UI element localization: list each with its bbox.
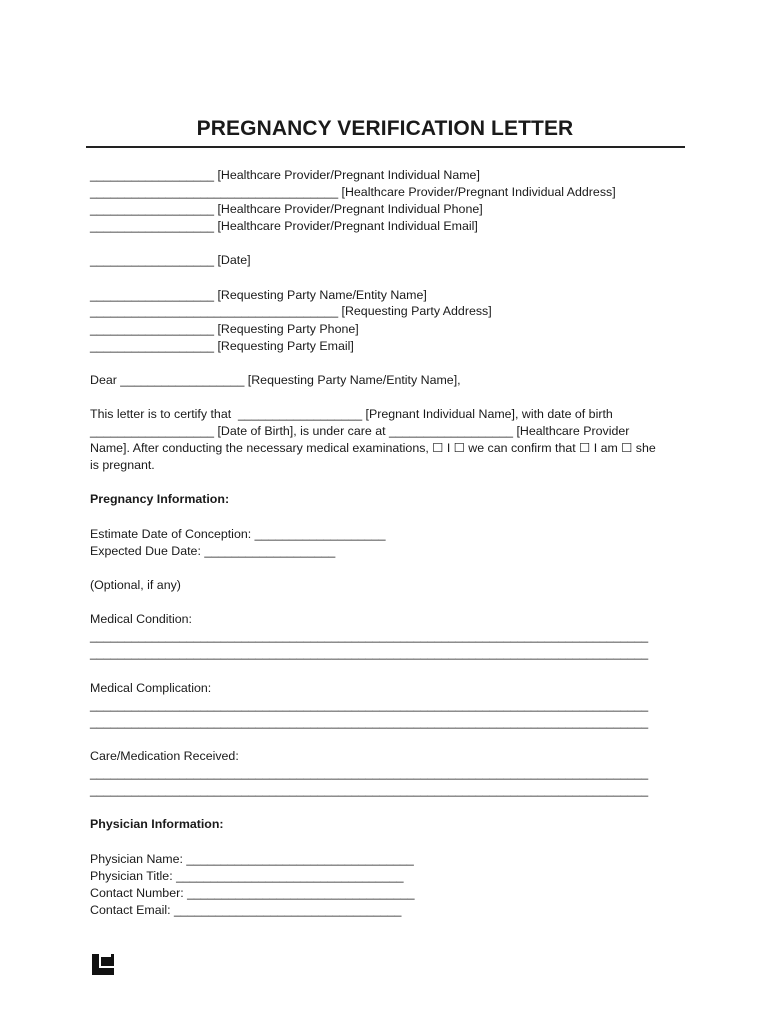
body-line: This letter is to certify that __________________ [Pregnant Individual Name], with date of birth [90,407,613,421]
sender-name-line: __________________ [Healthcare Provider/Pregnant Individual Name] [90,168,480,182]
page-title: PREGNANCY VERIFICATION LETTER [196,117,574,140]
blank-line: _________________________________________________________________________________ [90,715,649,729]
physician-title-line: Physician Title: _________________________________ [90,869,404,883]
body-line: Name]. After conducting the necessary medical examinations, ☐ I ☐ we can confirm that ☐ I am ☐ she [90,441,656,455]
brand-logo-icon [92,954,114,975]
conception-date-line: Estimate Date of Conception: ___________________ [90,527,386,541]
body-line: is pregnant. [90,458,155,472]
optional-note: (Optional, if any) [90,578,181,592]
recipient-phone-line: __________________ [Requesting Party Phone] [90,322,359,336]
care-medication-label: Care/Medication Received: [90,749,239,763]
medical-condition-label: Medical Condition: [90,612,192,626]
blank-line: _________________________________________________________________________________ [90,629,649,643]
date-line: __________________ [Date] [90,253,251,267]
contact-email-line: Contact Email: _________________________________ [90,903,402,917]
medical-complication-label: Medical Complication: [90,681,212,695]
sender-address-line: ____________________________________ [Healthcare Provider/Pregnant Individual Address] [90,185,616,199]
physician-name-line: Physician Name: _________________________________ [90,852,414,866]
contact-number-line: Contact Number: _________________________________ [90,886,415,900]
pregnancy-info-heading: Pregnancy Information: [90,492,230,506]
blank-line: _________________________________________________________________________________ [90,766,649,780]
title-divider [86,146,685,148]
recipient-address-line: ____________________________________ [Requesting Party Address] [90,304,492,318]
sender-email-line: __________________ [Healthcare Provider/Pregnant Individual Email] [90,219,478,233]
blank-line: _________________________________________________________________________________ [90,646,649,660]
blank-line: _________________________________________________________________________________ [90,783,649,797]
due-date-line: Expected Due Date: ___________________ [90,544,336,558]
salutation-line: Dear __________________ [Requesting Party Name/Entity Name], [90,373,461,387]
body-line: __________________ [Date of Birth], is under care at __________________ [Healthcare Provider [90,424,630,438]
recipient-name-line: __________________ [Requesting Party Name/Entity Name] [90,288,427,302]
physician-info-heading: Physician Information: [90,817,224,831]
recipient-email-line: __________________ [Requesting Party Email] [90,339,354,353]
sender-phone-line: __________________ [Healthcare Provider/Pregnant Individual Phone] [90,202,483,216]
blank-line: _________________________________________________________________________________ [90,698,649,712]
